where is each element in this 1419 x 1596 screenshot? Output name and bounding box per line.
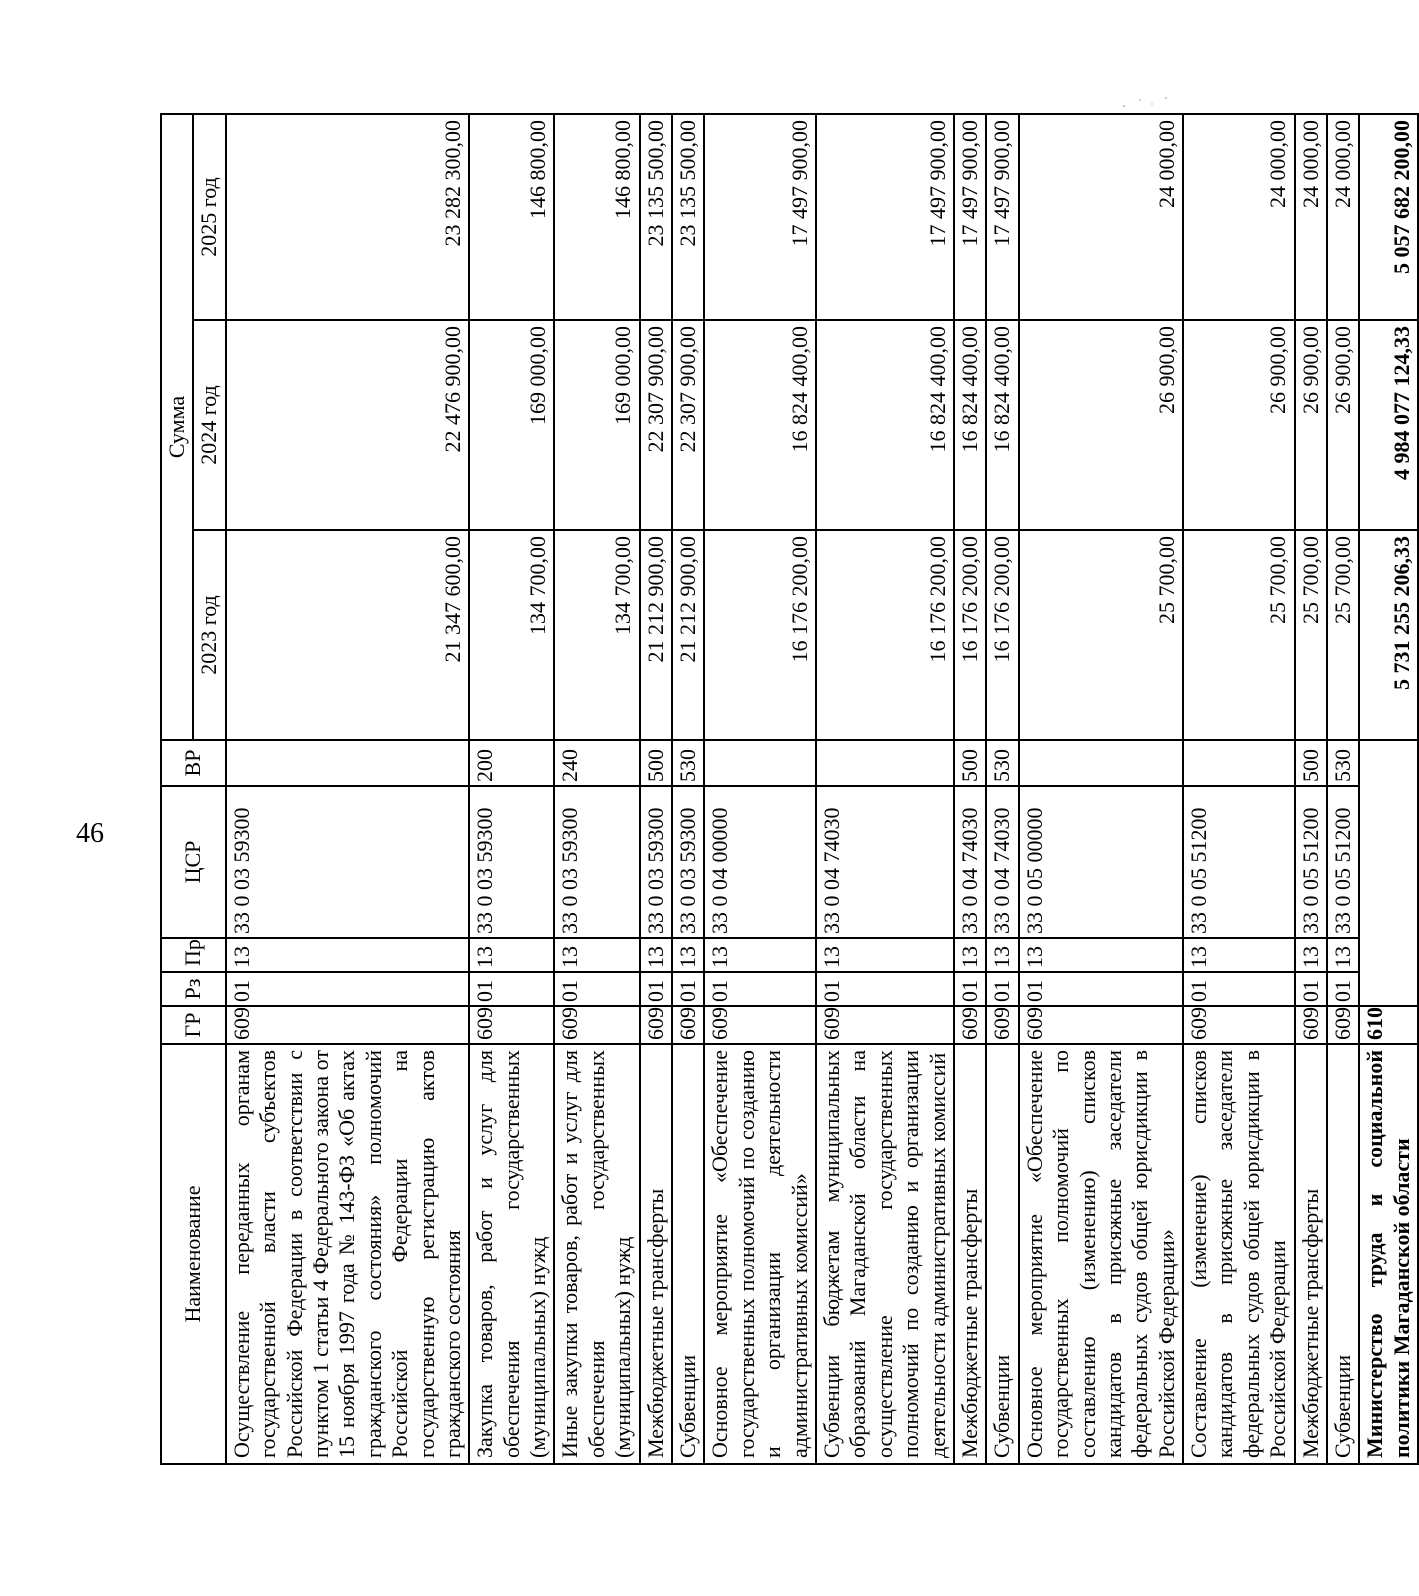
cell-vr: 530: [986, 740, 1018, 786]
cell-name: Субвенции бюджетам муниципальных образований Магаданской области на осуществление государственных полномочий по созданию и организации деятельности административных комиссий: [816, 1044, 954, 1464]
cell-2024: 22 307 900,00: [640, 320, 672, 530]
cell-name: Составление (изменение) списков кандидатов в присяжные заседатели федеральных судов общей юрисдикции в Российской Федерации: [1183, 1044, 1295, 1464]
cell-csr: 33 0 04 74030: [816, 786, 954, 938]
cell-gr: 609: [554, 1006, 639, 1044]
header-2024: 2024 год: [193, 320, 225, 530]
cell-rz: 01: [986, 972, 1018, 1006]
total-gr: 610: [1359, 1006, 1418, 1044]
cell-name: Субвенции: [672, 1044, 704, 1464]
header-2025: 2025 год: [193, 114, 225, 320]
table-row: [554, 114, 639, 1464]
total-name: Министерство труда и социальной политики Магаданской области: [1359, 1044, 1418, 1464]
cell-vr: [1183, 740, 1295, 786]
cell-2025: 24 000,00: [1019, 114, 1183, 320]
table-row: [672, 114, 704, 1464]
cell-pr: 13: [1019, 938, 1183, 972]
header-pr: Пр: [161, 938, 226, 972]
cell-2023: 134 700,00: [469, 530, 554, 740]
cell-pr: 13: [672, 938, 704, 972]
cell-name: Иные закупки товаров, работ и услуг для обеспечения государственных (муниципальных) нужд: [554, 1044, 639, 1464]
cell-2025: 17 497 900,00: [816, 114, 954, 320]
cell-2023: 25 700,00: [1019, 530, 1183, 740]
table-row: [469, 114, 554, 1464]
cell-2025: 146 800,00: [554, 114, 639, 320]
cell-name: Основное мероприятие «Обеспечение государственных полномочий по составлению (изменению) списков кандидатов в присяжные заседатели федеральных судов общей юрисдикции в Российской Федерации»: [1019, 1044, 1183, 1464]
cell-rz: 01: [1295, 972, 1327, 1006]
table-row: [704, 114, 816, 1464]
cell-gr: 609: [1327, 1006, 1359, 1044]
cell-2024: 26 900,00: [1327, 320, 1359, 530]
cell-2025: 24 000,00: [1327, 114, 1359, 320]
cell-gr: 609: [1295, 1006, 1327, 1044]
cell-vr: [816, 740, 954, 786]
cell-2024: 22 476 900,00: [226, 320, 470, 530]
cell-2023: 25 700,00: [1327, 530, 1359, 740]
cell-rz: 01: [954, 972, 986, 1006]
cell-vr: 530: [672, 740, 704, 786]
header-rz: Рз: [161, 972, 226, 1006]
page-number: 46: [76, 818, 104, 849]
cell-vr: [1019, 740, 1183, 786]
cell-vr: 500: [954, 740, 986, 786]
cell-name: Межбюджетные трансферты: [954, 1044, 986, 1464]
cell-gr: 609: [1019, 1006, 1183, 1044]
header-sum: Сумма: [161, 114, 193, 740]
cell-rz: 01: [704, 972, 816, 1006]
cell-gr: 609: [704, 1006, 816, 1044]
cell-2025: 17 497 900,00: [704, 114, 816, 320]
cell-2025: 23 282 300,00: [226, 114, 470, 320]
cell-2023: 21 347 600,00: [226, 530, 470, 740]
cell-rz: 01: [1019, 972, 1183, 1006]
cell-2025: 17 497 900,00: [986, 114, 1018, 320]
cell-rz: 01: [554, 972, 639, 1006]
cell-gr: 609: [954, 1006, 986, 1044]
cell-gr: 609: [226, 1006, 470, 1044]
cell-2023: 16 176 200,00: [986, 530, 1018, 740]
cell-csr: 33 0 03 59300: [640, 786, 672, 938]
cell-2024: 26 900,00: [1183, 320, 1295, 530]
table-row: [1327, 114, 1359, 1464]
cell-gr: 609: [469, 1006, 554, 1044]
cell-2024: 16 824 400,00: [704, 320, 816, 530]
cell-2025: 146 800,00: [469, 114, 554, 320]
cell-pr: 13: [1295, 938, 1327, 972]
table-row: [640, 114, 672, 1464]
cell-rz: 01: [672, 972, 704, 1006]
cell-name: Субвенции: [986, 1044, 1018, 1464]
cell-csr: 33 0 03 59300: [226, 786, 470, 938]
cell-rz: 01: [1183, 972, 1295, 1006]
cell-name: Субвенции: [1327, 1044, 1359, 1464]
cell-vr: [226, 740, 470, 786]
cell-pr: 13: [954, 938, 986, 972]
cell-2023: 16 176 200,00: [954, 530, 986, 740]
table-row: [1295, 114, 1327, 1464]
cell-vr: 500: [640, 740, 672, 786]
cell-csr: 33 0 04 74030: [986, 786, 1018, 938]
cell-csr: 33 0 05 51200: [1295, 786, 1327, 938]
cell-rz: 01: [226, 972, 470, 1006]
header-row-1: [161, 114, 193, 1464]
cell-pr: 13: [469, 938, 554, 972]
budget-table-container: [160, 115, 1414, 1465]
cell-rz: 01: [469, 972, 554, 1006]
total-2025: 5 057 682 200,00: [1359, 114, 1418, 320]
cell-2023: 21 212 900,00: [672, 530, 704, 740]
cell-pr: 13: [986, 938, 1018, 972]
total-2023: 5 731 255 206,33: [1359, 530, 1418, 740]
cell-2024: 26 900,00: [1295, 320, 1327, 530]
table-row: [816, 114, 954, 1464]
cell-2024: 22 307 900,00: [672, 320, 704, 530]
cell-pr: 13: [554, 938, 639, 972]
cell-vr: [704, 740, 816, 786]
budget-table: [160, 113, 1419, 1465]
cell-2023: 134 700,00: [554, 530, 639, 740]
cell-2025: 23 135 500,00: [640, 114, 672, 320]
cell-name: Основное мероприятие «Обеспечение государственных полномочий по созданию и организации деятельности административных комиссий»: [704, 1044, 816, 1464]
total-2024: 4 984 077 124,33: [1359, 320, 1418, 530]
cell-2024: 16 824 400,00: [954, 320, 986, 530]
table-body: [226, 114, 1418, 1464]
cell-2025: 17 497 900,00: [954, 114, 986, 320]
cell-gr: 609: [1183, 1006, 1295, 1044]
cell-name: Закупка товаров, работ и услуг для обеспечения государственных (муниципальных) нужд: [469, 1044, 554, 1464]
cell-2025: 24 000,00: [1183, 114, 1295, 320]
cell-pr: 13: [1327, 938, 1359, 972]
cell-pr: 13: [226, 938, 470, 972]
cell-pr: 13: [640, 938, 672, 972]
cell-vr: 200: [469, 740, 554, 786]
cell-vr: 500: [1295, 740, 1327, 786]
cell-2024: 26 900,00: [1019, 320, 1183, 530]
cell-gr: 609: [816, 1006, 954, 1044]
cell-2025: 24 000,00: [1295, 114, 1327, 320]
cell-gr: 609: [986, 1006, 1018, 1044]
cell-vr: 240: [554, 740, 639, 786]
table-row: [226, 114, 470, 1464]
cell-2024: 169 000,00: [554, 320, 639, 530]
total-empty: [1359, 740, 1418, 1006]
cell-csr: 33 0 05 51200: [1327, 786, 1359, 938]
cell-2023: 25 700,00: [1295, 530, 1327, 740]
header-csr: ЦСР: [161, 786, 226, 938]
cell-name: Межбюджетные трансферты: [640, 1044, 672, 1464]
table-row: [954, 114, 986, 1464]
cell-2024: 16 824 400,00: [986, 320, 1018, 530]
table-row: [986, 114, 1018, 1464]
table-total-row: [1359, 114, 1418, 1464]
cell-name: Межбюджетные трансферты: [1295, 1044, 1327, 1464]
cell-2025: 23 135 500,00: [672, 114, 704, 320]
cell-2024: 16 824 400,00: [816, 320, 954, 530]
cell-pr: 13: [816, 938, 954, 972]
cell-csr: 33 0 05 51200: [1183, 786, 1295, 938]
cell-csr: 33 0 03 59300: [672, 786, 704, 938]
cell-2024: 169 000,00: [469, 320, 554, 530]
cell-2023: 16 176 200,00: [704, 530, 816, 740]
table-row: [1183, 114, 1295, 1464]
cell-csr: 33 0 03 59300: [554, 786, 639, 938]
header-2023: 2023 год: [193, 530, 225, 740]
cell-name: Осуществление переданных органам государственной власти субъектов Российской Федерации в соответствии с пунктом 1 статьи 4 Федерального закона от 15 ноября 1997 года № 143-ФЗ «Об актах гражданского состояния» полномочий Российской Федерации на государственную регистрацию актов гражданского состояния: [226, 1044, 470, 1464]
scan-noise-dots: [1118, 92, 1178, 112]
cell-2023: 25 700,00: [1183, 530, 1295, 740]
header-name: Наименование: [161, 1044, 226, 1464]
cell-rz: 01: [1327, 972, 1359, 1006]
cell-csr: 33 0 03 59300: [469, 786, 554, 938]
header-vr: ВР: [161, 740, 226, 786]
cell-csr: 33 0 04 74030: [954, 786, 986, 938]
cell-gr: 609: [672, 1006, 704, 1044]
cell-csr: 33 0 05 00000: [1019, 786, 1183, 938]
cell-csr: 33 0 04 00000: [704, 786, 816, 938]
cell-vr: 530: [1327, 740, 1359, 786]
cell-pr: 13: [1183, 938, 1295, 972]
cell-rz: 01: [816, 972, 954, 1006]
cell-pr: 13: [704, 938, 816, 972]
cell-2023: 21 212 900,00: [640, 530, 672, 740]
table-row: [1019, 114, 1183, 1464]
cell-gr: 609: [640, 1006, 672, 1044]
cell-rz: 01: [640, 972, 672, 1006]
cell-2023: 16 176 200,00: [816, 530, 954, 740]
header-gr: ГР: [161, 1006, 226, 1044]
